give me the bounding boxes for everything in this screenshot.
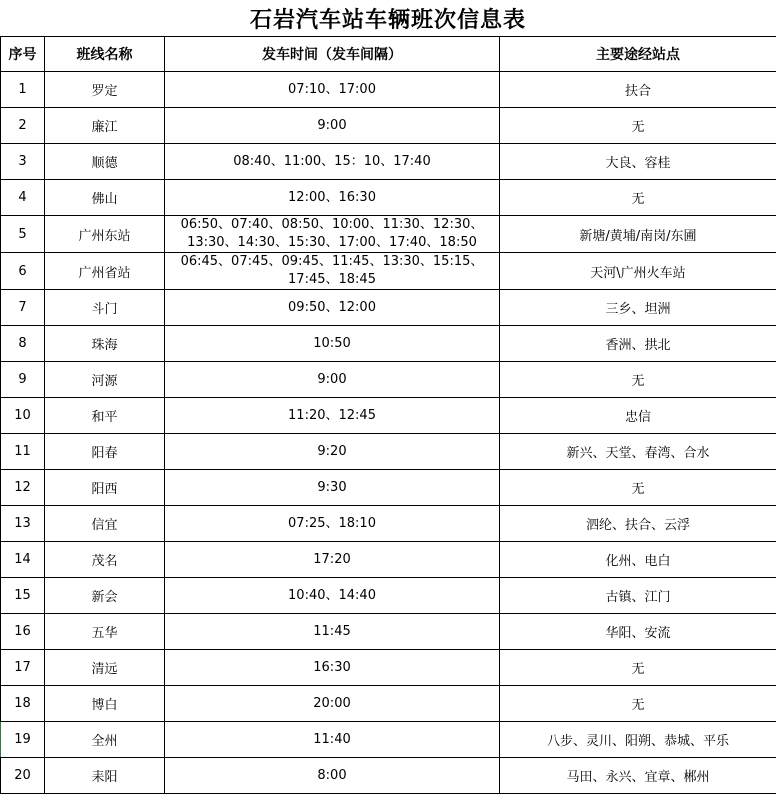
stops-cell: 八步、灵川、阳朔、恭城、平乐 bbox=[500, 722, 776, 758]
departure-times-cell: 8:00 bbox=[165, 758, 500, 794]
route-name-cell: 全州 bbox=[45, 722, 165, 758]
departure-times-cell: 11:45 bbox=[165, 614, 500, 650]
route-name-cell: 阳西 bbox=[45, 470, 165, 506]
stops-cell: 古镇、江门 bbox=[500, 578, 776, 614]
row-no-cell: 19 bbox=[1, 722, 45, 758]
header-row bbox=[1, 37, 776, 72]
departure-times-cell: 08:40、11:00、15：10、17:40 bbox=[165, 144, 500, 180]
departure-times-cell: 09:50、12:00 bbox=[165, 290, 500, 326]
table-row bbox=[1, 290, 776, 326]
table-row bbox=[1, 758, 776, 794]
departure-times-cell: 06:45、07:45、09:45、11:45、13:30、15:15、17:45、18:45 bbox=[165, 253, 500, 290]
departure-times-cell: 10:40、14:40 bbox=[165, 578, 500, 614]
table-row bbox=[1, 650, 776, 686]
departure-times-cell: 20:00 bbox=[165, 686, 500, 722]
departure-times-cell: 11:20、12:45 bbox=[165, 398, 500, 434]
table-row bbox=[1, 686, 776, 722]
stops-cell: 马田、永兴、宜章、郴州 bbox=[500, 758, 776, 794]
row-no-cell: 10 bbox=[1, 398, 45, 434]
departure-times-cell: 9:00 bbox=[165, 108, 500, 144]
row-no-cell: 18 bbox=[1, 686, 45, 722]
stops-cell: 天河\广州火车站 bbox=[500, 253, 776, 290]
row-no-cell: 1 bbox=[1, 72, 45, 108]
route-name-cell: 博白 bbox=[45, 686, 165, 722]
route-name-cell: 信宜 bbox=[45, 506, 165, 542]
route-name-cell: 广州省站 bbox=[45, 253, 165, 290]
stops-cell: 泗纶、扶合、云浮 bbox=[500, 506, 776, 542]
table-row bbox=[1, 398, 776, 434]
route-name-cell: 广州东站 bbox=[45, 216, 165, 253]
departure-times-cell: 17:20 bbox=[165, 542, 500, 578]
row-no-cell: 8 bbox=[1, 326, 45, 362]
row-no-cell: 9 bbox=[1, 362, 45, 398]
row-no-cell: 12 bbox=[1, 470, 45, 506]
row-no-cell: 20 bbox=[1, 758, 45, 794]
route-name-cell: 珠海 bbox=[45, 326, 165, 362]
stops-cell: 无 bbox=[500, 470, 776, 506]
page-title: 石岩汽车站车辆班次信息表 bbox=[0, 0, 776, 36]
row-no-cell: 4 bbox=[1, 180, 45, 216]
departure-times-cell: 12:00、16:30 bbox=[165, 180, 500, 216]
row-no-cell: 16 bbox=[1, 614, 45, 650]
route-name-cell: 新会 bbox=[45, 578, 165, 614]
stops-cell: 无 bbox=[500, 108, 776, 144]
stops-cell: 三乡、坦洲 bbox=[500, 290, 776, 326]
row-no-cell: 11 bbox=[1, 434, 45, 470]
route-name-cell: 顺德 bbox=[45, 144, 165, 180]
stops-cell: 忠信 bbox=[500, 398, 776, 434]
table-row bbox=[1, 108, 776, 144]
route-name-cell: 清远 bbox=[45, 650, 165, 686]
route-name-cell: 河源 bbox=[45, 362, 165, 398]
table-row bbox=[1, 614, 776, 650]
row-no-cell: 14 bbox=[1, 542, 45, 578]
schedule-table bbox=[0, 36, 776, 794]
departure-times-cell: 07:25、18:10 bbox=[165, 506, 500, 542]
table-row bbox=[1, 72, 776, 108]
row-no-cell: 7 bbox=[1, 290, 45, 326]
header-no: 序号 bbox=[1, 37, 45, 72]
route-name-cell: 佛山 bbox=[45, 180, 165, 216]
table-row bbox=[1, 542, 776, 578]
route-name-cell: 耒阳 bbox=[45, 758, 165, 794]
departure-times-cell: 10:50 bbox=[165, 326, 500, 362]
departure-times-cell: 9:20 bbox=[165, 434, 500, 470]
route-name-cell: 斗门 bbox=[45, 290, 165, 326]
row-no-cell: 5 bbox=[1, 216, 45, 253]
table-row bbox=[1, 722, 776, 758]
row-no-cell: 3 bbox=[1, 144, 45, 180]
row-no-cell: 13 bbox=[1, 506, 45, 542]
stops-cell: 香洲、拱北 bbox=[500, 326, 776, 362]
stops-cell: 无 bbox=[500, 650, 776, 686]
table-row bbox=[1, 470, 776, 506]
table-row bbox=[1, 326, 776, 362]
stops-cell: 华阳、安流 bbox=[500, 614, 776, 650]
route-name-cell: 廉江 bbox=[45, 108, 165, 144]
route-name-cell: 茂名 bbox=[45, 542, 165, 578]
departure-times-cell: 9:00 bbox=[165, 362, 500, 398]
table-row bbox=[1, 253, 776, 290]
table-row bbox=[1, 578, 776, 614]
row-no-cell: 2 bbox=[1, 108, 45, 144]
departure-times-cell: 06:50、07:40、08:50、10:00、11:30、12:30、13:30、14:30、15:30、17:00、17:40、18:50 bbox=[165, 216, 500, 253]
header-times: 发车时间（发车间隔） bbox=[165, 37, 500, 72]
table-row bbox=[1, 362, 776, 398]
route-name-cell: 五华 bbox=[45, 614, 165, 650]
departure-times-cell: 07:10、17:00 bbox=[165, 72, 500, 108]
stops-cell: 大良、容桂 bbox=[500, 144, 776, 180]
stops-cell: 新塘/黄埔/南岗/东圃 bbox=[500, 216, 776, 253]
stops-cell: 无 bbox=[500, 362, 776, 398]
table-row bbox=[1, 216, 776, 253]
table-row bbox=[1, 180, 776, 216]
stops-cell: 扶合 bbox=[500, 72, 776, 108]
departure-times-cell: 9:30 bbox=[165, 470, 500, 506]
row-no-cell: 15 bbox=[1, 578, 45, 614]
route-name-cell: 罗定 bbox=[45, 72, 165, 108]
stops-cell: 无 bbox=[500, 180, 776, 216]
stops-cell: 无 bbox=[500, 686, 776, 722]
table-row bbox=[1, 434, 776, 470]
stops-cell: 新兴、天堂、春湾、合水 bbox=[500, 434, 776, 470]
header-route: 班线名称 bbox=[45, 37, 165, 72]
header-stops: 主要途经站点 bbox=[500, 37, 776, 72]
row-no-cell: 17 bbox=[1, 650, 45, 686]
route-name-cell: 和平 bbox=[45, 398, 165, 434]
row-no-cell: 6 bbox=[1, 253, 45, 290]
route-name-cell: 阳春 bbox=[45, 434, 165, 470]
stops-cell: 化州、电白 bbox=[500, 542, 776, 578]
table-row bbox=[1, 506, 776, 542]
departure-times-cell: 16:30 bbox=[165, 650, 500, 686]
table-row bbox=[1, 144, 776, 180]
departure-times-cell: 11:40 bbox=[165, 722, 500, 758]
